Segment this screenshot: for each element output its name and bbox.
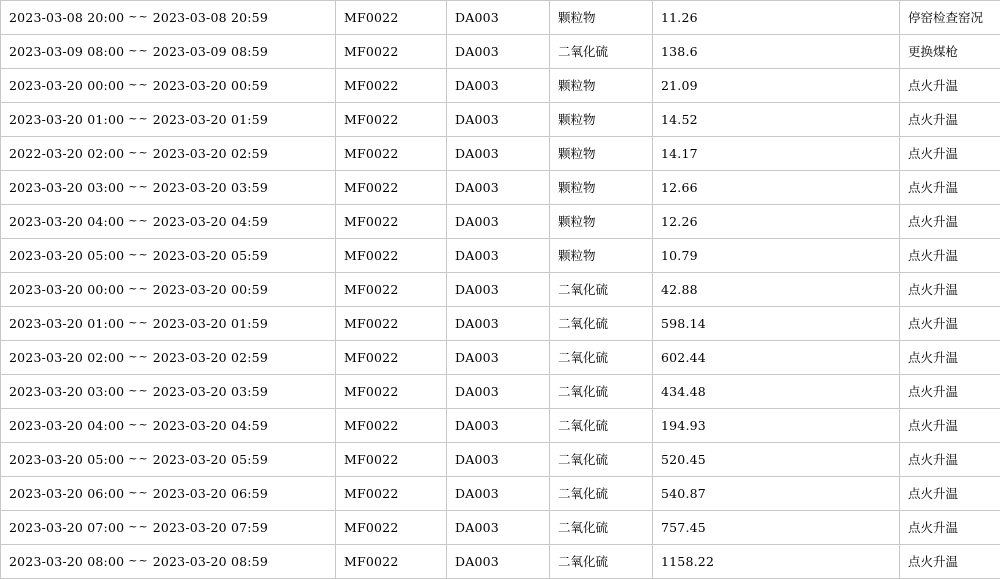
cell-remark: 点火升温 xyxy=(900,273,1000,307)
period-separator: ~~ xyxy=(124,350,152,363)
table-row xyxy=(1,511,1000,545)
cell-period xyxy=(1,443,336,477)
cell-remark: 点火升温 xyxy=(900,103,1000,137)
period-start: 2023-03-20 02:00 xyxy=(9,350,124,365)
cell-pollutant: 二氧化硫 xyxy=(550,273,653,307)
period-start: 2022-03-20 02:00 xyxy=(9,146,124,161)
cell-station: MF0022 xyxy=(336,171,447,205)
cell-remark: 点火升温 xyxy=(900,69,1000,103)
period-separator: ~~ xyxy=(124,10,152,23)
cell-period xyxy=(1,545,336,579)
cell-remark: 点火升温 xyxy=(900,511,1000,545)
cell-device: DA003 xyxy=(447,35,550,69)
cell-station: MF0022 xyxy=(336,239,447,273)
cell-period xyxy=(1,511,336,545)
cell-station: MF0022 xyxy=(336,137,447,171)
cell-period xyxy=(1,307,336,341)
period-separator: ~~ xyxy=(124,418,152,431)
period-start: 2023-03-20 03:00 xyxy=(9,384,124,399)
cell-value: 12.66 xyxy=(653,171,900,205)
cell-period xyxy=(1,35,336,69)
cell-device: DA003 xyxy=(447,477,550,511)
cell-period xyxy=(1,103,336,137)
cell-device: DA003 xyxy=(447,1,550,35)
cell-value: 757.45 xyxy=(653,511,900,545)
period-start: 2023-03-20 07:00 xyxy=(9,520,124,535)
period-end: 2023-03-20 06:59 xyxy=(153,486,268,501)
period-end: 2023-03-20 00:59 xyxy=(153,78,268,93)
table-row xyxy=(1,443,1000,477)
cell-value: 1158.22 xyxy=(653,545,900,579)
cell-station: MF0022 xyxy=(336,69,447,103)
period-end: 2023-03-20 01:59 xyxy=(153,112,268,127)
period-separator: ~~ xyxy=(124,384,152,397)
cell-pollutant: 颗粒物 xyxy=(550,171,653,205)
cell-value: 434.48 xyxy=(653,375,900,409)
cell-pollutant: 颗粒物 xyxy=(550,1,653,35)
cell-pollutant: 二氧化硫 xyxy=(550,477,653,511)
period-separator: ~~ xyxy=(124,180,152,193)
period-start: 2023-03-08 20:00 xyxy=(9,10,124,25)
cell-device: DA003 xyxy=(447,341,550,375)
cell-value: 12.26 xyxy=(653,205,900,239)
cell-remark: 停窑检查窑况 xyxy=(900,1,1000,35)
cell-station: MF0022 xyxy=(336,443,447,477)
period-end: 2023-03-09 08:59 xyxy=(153,44,268,59)
cell-remark: 点火升温 xyxy=(900,409,1000,443)
table-row xyxy=(1,545,1000,579)
cell-station: MF0022 xyxy=(336,1,447,35)
table-row xyxy=(1,205,1000,239)
table-row xyxy=(1,273,1000,307)
cell-value: 42.88 xyxy=(653,273,900,307)
cell-pollutant: 二氧化硫 xyxy=(550,35,653,69)
cell-pollutant: 颗粒物 xyxy=(550,69,653,103)
cell-station: MF0022 xyxy=(336,273,447,307)
cell-value: 194.93 xyxy=(653,409,900,443)
period-separator: ~~ xyxy=(124,520,152,533)
period-end: 2023-03-20 00:59 xyxy=(153,282,268,297)
period-end: 2023-03-08 20:59 xyxy=(153,10,268,25)
period-end: 2023-03-20 01:59 xyxy=(153,316,268,331)
cell-remark: 点火升温 xyxy=(900,239,1000,273)
period-separator: ~~ xyxy=(124,282,152,295)
cell-station: MF0022 xyxy=(336,409,447,443)
cell-device: DA003 xyxy=(447,239,550,273)
period-separator: ~~ xyxy=(124,112,152,125)
cell-remark: 更换煤枪 xyxy=(900,35,1000,69)
cell-period xyxy=(1,1,336,35)
table-row xyxy=(1,103,1000,137)
period-end: 2023-03-20 02:59 xyxy=(153,146,268,161)
cell-device: DA003 xyxy=(447,511,550,545)
cell-pollutant: 颗粒物 xyxy=(550,205,653,239)
cell-device: DA003 xyxy=(447,137,550,171)
cell-station: MF0022 xyxy=(336,545,447,579)
table-row xyxy=(1,137,1000,171)
cell-remark: 点火升温 xyxy=(900,477,1000,511)
cell-station: MF0022 xyxy=(336,375,447,409)
cell-station: MF0022 xyxy=(336,205,447,239)
cell-device: DA003 xyxy=(447,171,550,205)
period-end: 2023-03-20 05:59 xyxy=(153,452,268,467)
cell-pollutant: 颗粒物 xyxy=(550,239,653,273)
table-row xyxy=(1,1,1000,35)
cell-device: DA003 xyxy=(447,409,550,443)
table-row xyxy=(1,409,1000,443)
period-end: 2023-03-20 02:59 xyxy=(153,350,268,365)
cell-period xyxy=(1,477,336,511)
period-separator: ~~ xyxy=(124,486,152,499)
table-body xyxy=(1,1,1000,579)
period-end: 2023-03-20 08:59 xyxy=(153,554,268,569)
period-separator: ~~ xyxy=(124,146,152,159)
period-separator: ~~ xyxy=(124,248,152,261)
cell-device: DA003 xyxy=(447,545,550,579)
cell-remark: 点火升温 xyxy=(900,171,1000,205)
cell-value: 602.44 xyxy=(653,341,900,375)
period-start: 2023-03-20 00:00 xyxy=(9,78,124,93)
period-start: 2023-03-20 00:00 xyxy=(9,282,124,297)
table-row xyxy=(1,239,1000,273)
cell-pollutant: 颗粒物 xyxy=(550,137,653,171)
period-separator: ~~ xyxy=(124,214,152,227)
cell-value: 14.52 xyxy=(653,103,900,137)
cell-station: MF0022 xyxy=(336,307,447,341)
cell-remark: 点火升温 xyxy=(900,307,1000,341)
period-start: 2023-03-20 03:00 xyxy=(9,180,124,195)
table-row xyxy=(1,477,1000,511)
cell-remark: 点火升温 xyxy=(900,341,1000,375)
period-separator: ~~ xyxy=(124,44,152,57)
cell-remark: 点火升温 xyxy=(900,205,1000,239)
cell-station: MF0022 xyxy=(336,341,447,375)
cell-device: DA003 xyxy=(447,103,550,137)
cell-period xyxy=(1,205,336,239)
table-row xyxy=(1,35,1000,69)
cell-pollutant: 颗粒物 xyxy=(550,103,653,137)
cell-period xyxy=(1,137,336,171)
cell-value: 21.09 xyxy=(653,69,900,103)
period-separator: ~~ xyxy=(124,554,152,567)
table-row xyxy=(1,171,1000,205)
cell-station: MF0022 xyxy=(336,477,447,511)
period-start: 2023-03-20 05:00 xyxy=(9,452,124,467)
cell-period xyxy=(1,409,336,443)
cell-remark: 点火升温 xyxy=(900,545,1000,579)
table-row xyxy=(1,307,1000,341)
period-end: 2023-03-20 05:59 xyxy=(153,248,268,263)
period-start: 2023-03-20 04:00 xyxy=(9,214,124,229)
cell-value: 11.26 xyxy=(653,1,900,35)
period-end: 2023-03-20 03:59 xyxy=(153,384,268,399)
period-end: 2023-03-20 04:59 xyxy=(153,214,268,229)
table-row xyxy=(1,341,1000,375)
cell-pollutant: 二氧化硫 xyxy=(550,409,653,443)
cell-pollutant: 二氧化硫 xyxy=(550,307,653,341)
cell-period xyxy=(1,375,336,409)
cell-remark: 点火升温 xyxy=(900,137,1000,171)
cell-station: MF0022 xyxy=(336,511,447,545)
cell-station: MF0022 xyxy=(336,103,447,137)
cell-remark: 点火升温 xyxy=(900,443,1000,477)
period-separator: ~~ xyxy=(124,78,152,91)
cell-period xyxy=(1,273,336,307)
cell-device: DA003 xyxy=(447,375,550,409)
cell-period xyxy=(1,171,336,205)
period-start: 2023-03-20 01:00 xyxy=(9,316,124,331)
cell-pollutant: 二氧化硫 xyxy=(550,375,653,409)
table-row xyxy=(1,69,1000,103)
period-start: 2023-03-20 05:00 xyxy=(9,248,124,263)
cell-value: 14.17 xyxy=(653,137,900,171)
cell-pollutant: 二氧化硫 xyxy=(550,443,653,477)
cell-station: MF0022 xyxy=(336,35,447,69)
period-end: 2023-03-20 07:59 xyxy=(153,520,268,535)
period-end: 2023-03-20 03:59 xyxy=(153,180,268,195)
period-separator: ~~ xyxy=(124,452,152,465)
cell-device: DA003 xyxy=(447,443,550,477)
table-row xyxy=(1,375,1000,409)
cell-remark: 点火升温 xyxy=(900,375,1000,409)
cell-value: 10.79 xyxy=(653,239,900,273)
period-separator: ~~ xyxy=(124,316,152,329)
period-start: 2023-03-20 08:00 xyxy=(9,554,124,569)
period-start: 2023-03-09 08:00 xyxy=(9,44,124,59)
period-start: 2023-03-20 06:00 xyxy=(9,486,124,501)
cell-device: DA003 xyxy=(447,205,550,239)
cell-value: 520.45 xyxy=(653,443,900,477)
cell-period xyxy=(1,341,336,375)
cell-period xyxy=(1,239,336,273)
cell-device: DA003 xyxy=(447,307,550,341)
cell-pollutant: 二氧化硫 xyxy=(550,341,653,375)
cell-value: 598.14 xyxy=(653,307,900,341)
cell-pollutant: 二氧化硫 xyxy=(550,545,653,579)
cell-period xyxy=(1,69,336,103)
cell-value: 138.6 xyxy=(653,35,900,69)
period-end: 2023-03-20 04:59 xyxy=(153,418,268,433)
cell-value: 540.87 xyxy=(653,477,900,511)
cell-device: DA003 xyxy=(447,273,550,307)
period-start: 2023-03-20 04:00 xyxy=(9,418,124,433)
period-start: 2023-03-20 01:00 xyxy=(9,112,124,127)
cell-pollutant: 二氧化硫 xyxy=(550,511,653,545)
cell-device: DA003 xyxy=(447,69,550,103)
